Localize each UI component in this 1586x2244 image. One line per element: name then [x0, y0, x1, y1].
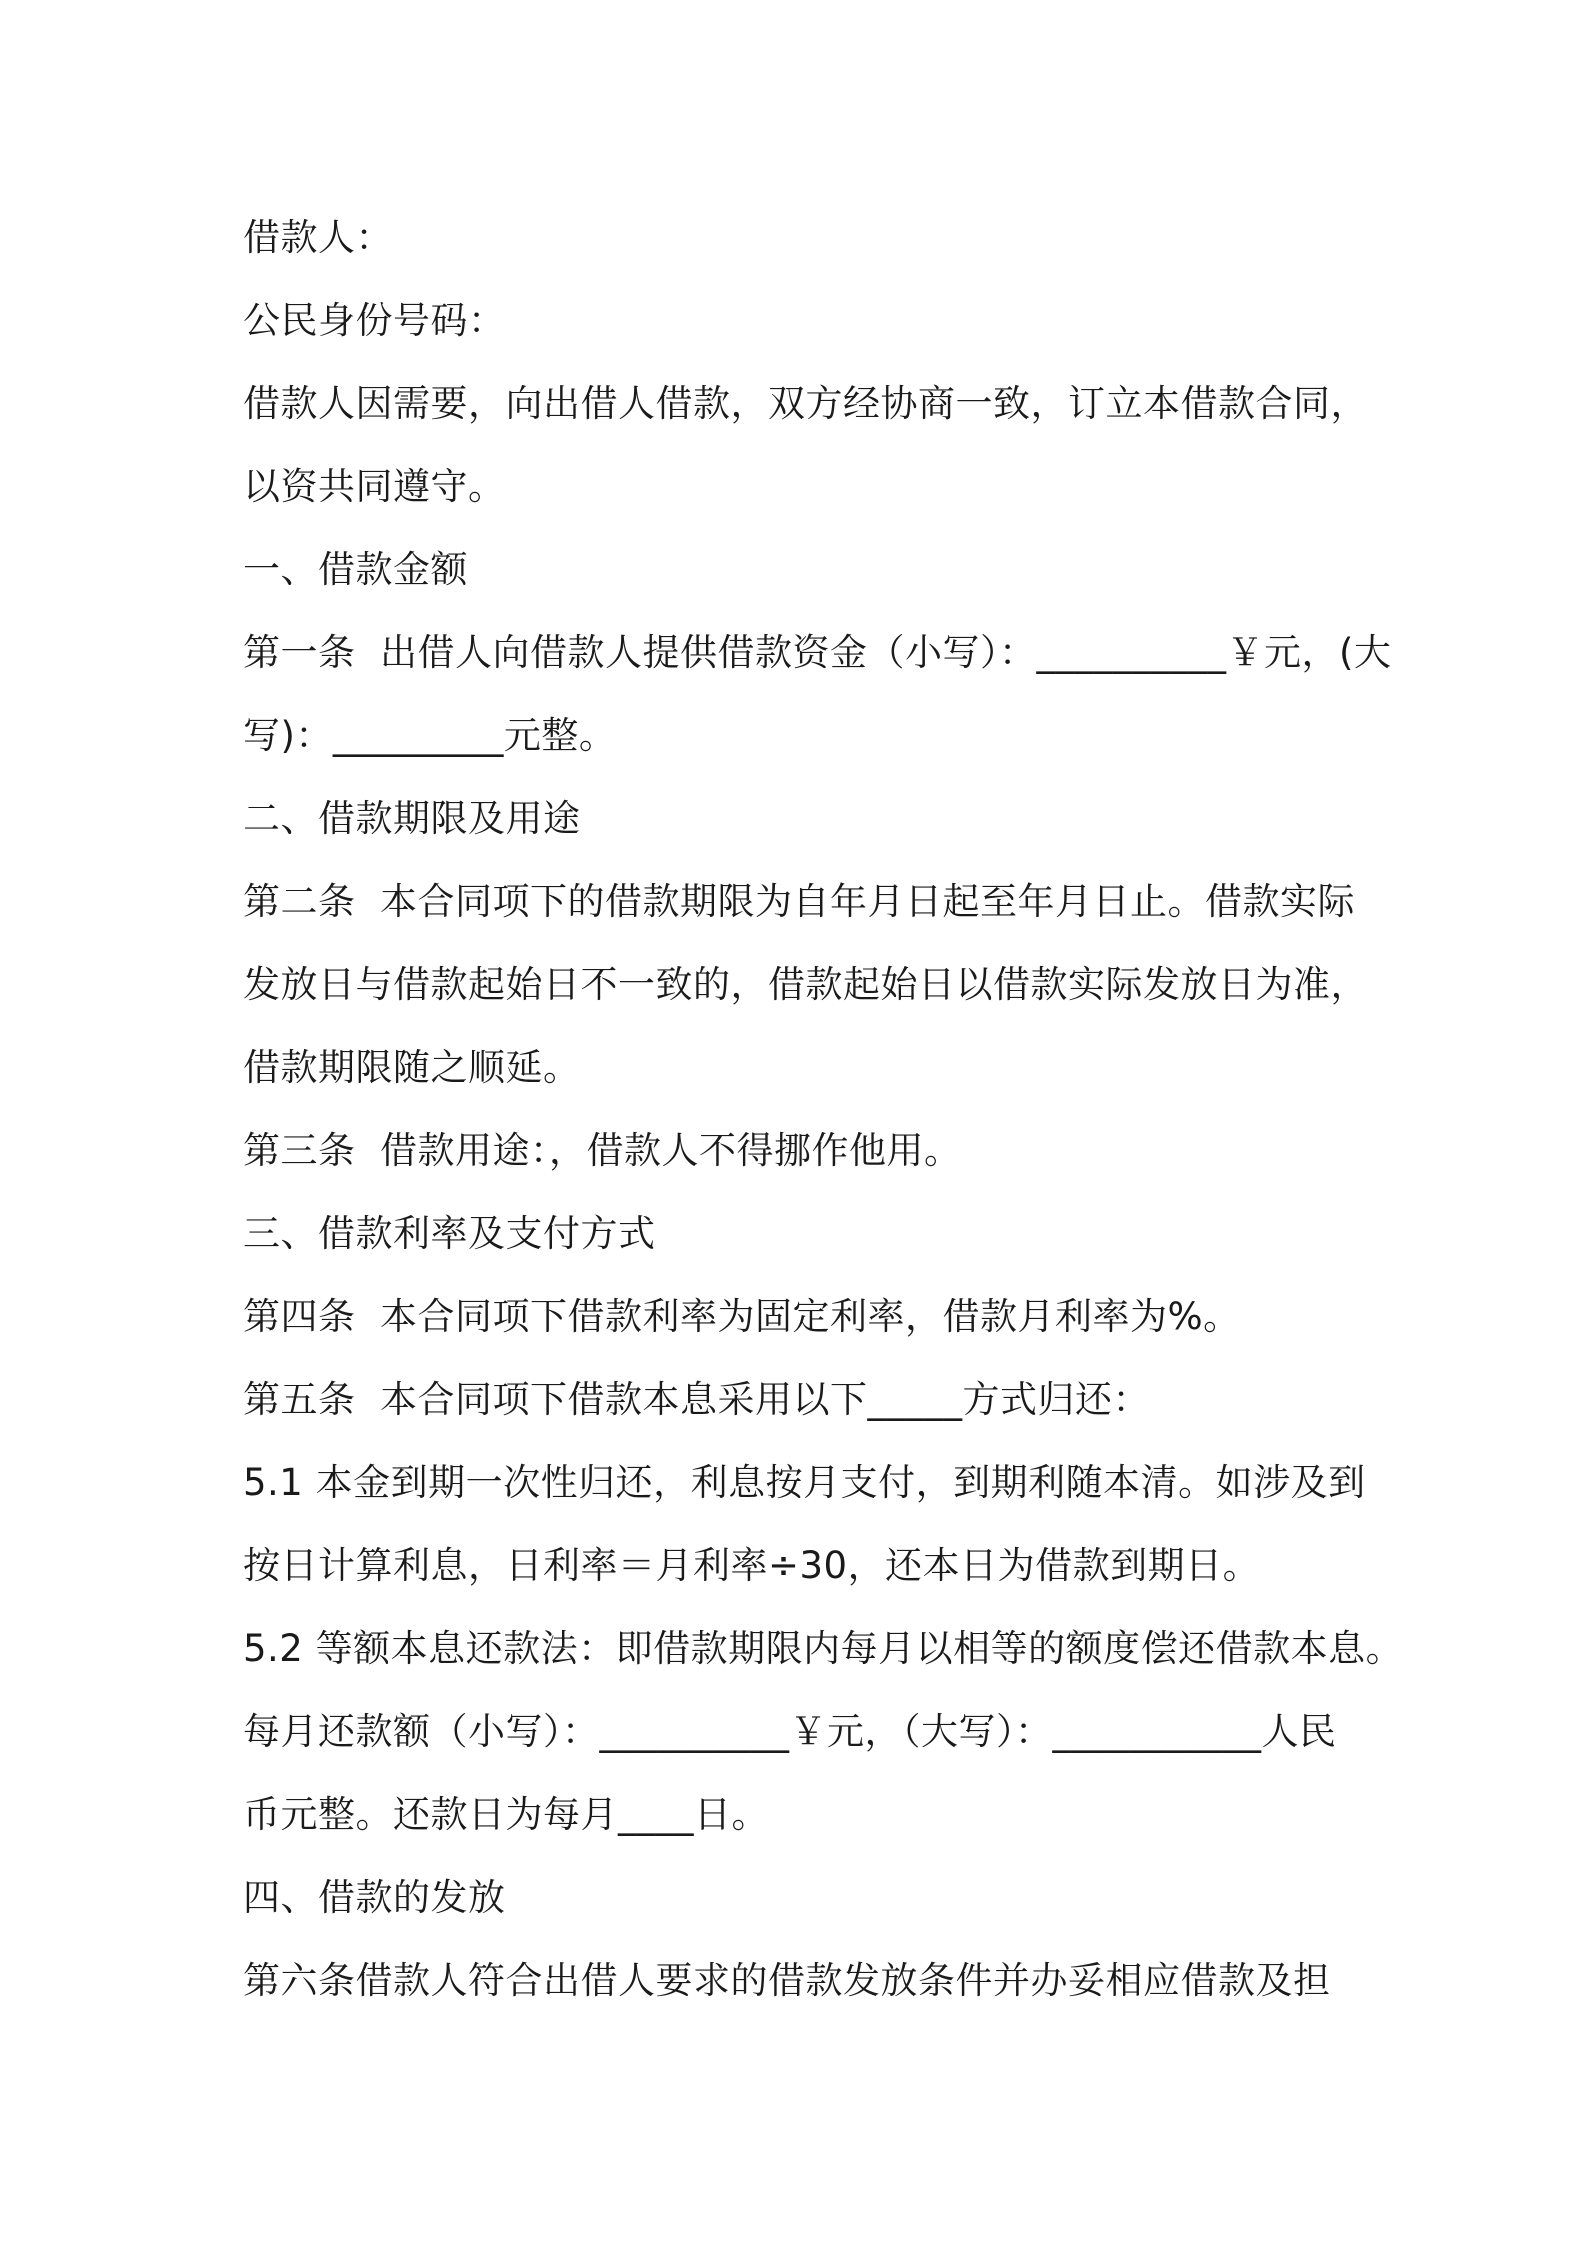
document-body — [243, 196, 1404, 2022]
preamble-line-2: 以资共同遵守。 — [243, 465, 506, 508]
article-1-line-1: 第一条 出借人向借款人提供借款资金（小写）：__________￥元，(大 — [243, 631, 1392, 674]
preamble-line-1: 借款人因需要，向出借人借款，双方经协商一致，订立本借款合同， — [243, 382, 1368, 425]
clause-5-1-line-2: 按日计算利息，日利率＝月利率÷30，还本日为借款到期日。 — [243, 1544, 1261, 1587]
article-2-line-3: 借款期限随之顺延。 — [243, 1046, 581, 1089]
borrower-label: 借款人： — [243, 216, 393, 259]
id-number-label: 公民身份号码： — [243, 299, 506, 342]
section-heading-loan-amount: 一、借款金额 — [243, 548, 468, 591]
article-4: 第四条 本合同项下借款利率为固定利率，借款月利率为%。 — [243, 1295, 1241, 1338]
clause-5-2-line-3: 币元整。还款日为每月____日。 — [243, 1793, 769, 1836]
clause-5-2-line-2: 每月还款额（小写）：__________￥元，（大写）：___________人民 — [243, 1710, 1337, 1753]
article-6-line-1: 第六条借款人符合出借人要求的借款发放条件并办妥相应借款及担 — [243, 1959, 1331, 2002]
article-3: 第三条 借款用途：，借款人不得挪作他用。 — [243, 1129, 962, 1172]
section-heading-term-purpose: 二、借款期限及用途 — [243, 797, 581, 840]
article-2-line-2: 发放日与借款起始日不一致的，借款起始日以借款实际发放日为准， — [243, 963, 1368, 1006]
section-heading-interest-payment: 三、借款利率及支付方式 — [243, 1212, 656, 1255]
section-heading-disbursement: 四、借款的发放 — [243, 1876, 506, 1919]
clause-5-2-line-1: 5.2 等额本息还款法：即借款期限内每月以相等的额度偿还借款本息。 — [243, 1627, 1404, 1670]
article-2-line-1: 第二条 本合同项下的借款期限为自年月日起至年月日止。借款实际 — [243, 880, 1356, 923]
article-5: 第五条 本合同项下借款本息采用以下_____方式归还： — [243, 1378, 1151, 1421]
clause-5-1-line-1: 5.1 本金到期一次性归还，利息按月支付，到期利随本清。如涉及到 — [243, 1461, 1366, 1504]
article-1-line-2: 写)：_________元整。 — [243, 714, 617, 757]
